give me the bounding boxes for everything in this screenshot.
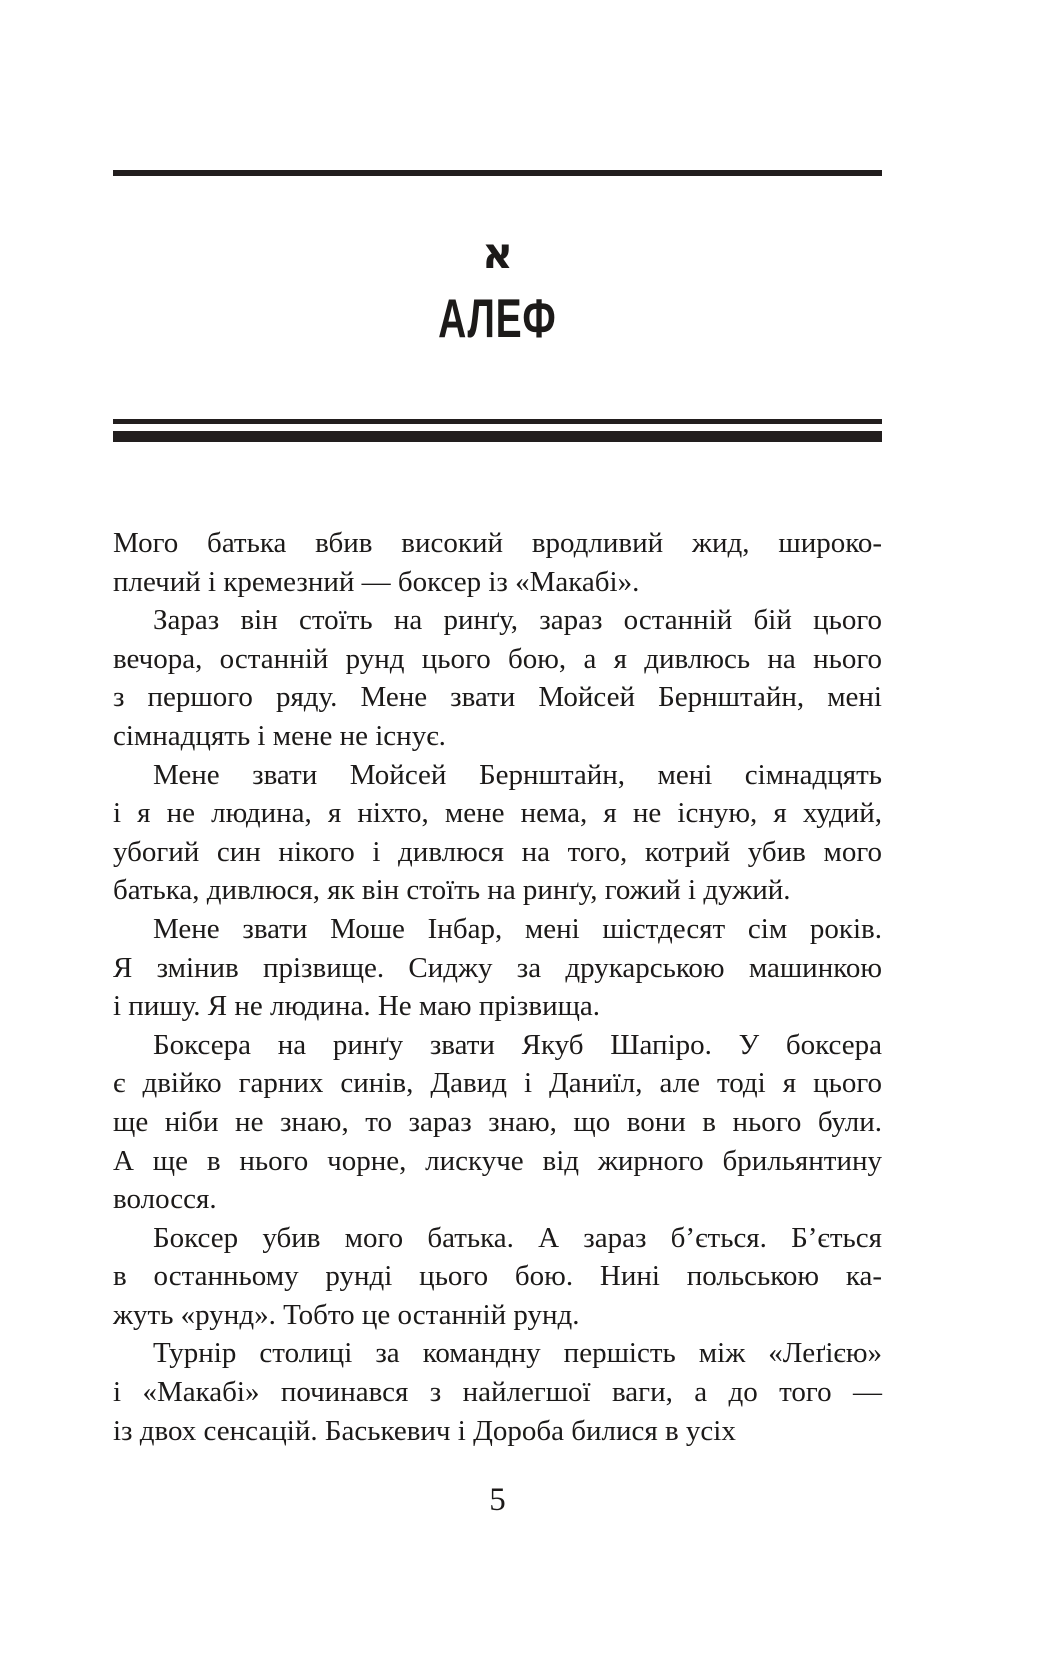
- header-double-rule-thin: [113, 419, 882, 424]
- paragraph: [113, 1026, 882, 1219]
- chapter-title-text: АЛЕФ: [438, 287, 557, 349]
- header-double-rule-thick: [113, 431, 882, 442]
- text-line: Мене звати Моше Інбар, мені шістдесят сім років.: [153, 912, 882, 945]
- text-line: і пишу. Я не людина. Не маю прізвища.: [113, 990, 601, 1023]
- aleph-glyph: א: [481, 229, 514, 279]
- text-line: Боксер убив мого батька. А зараз б’ється. Б’ється: [153, 1221, 882, 1254]
- text-line: убогий син нікого і дивлюся на того, котрий убив мого: [113, 835, 882, 868]
- text-line: і я не людина, я ніхто, мене нема, я не існую, я худий,: [113, 797, 882, 830]
- text-line: плечий і кремезний — боксер із «Макабі».: [113, 565, 640, 598]
- text-line: є двійко гарних синів, Давид і Даниїл, але тоді я цього: [113, 1067, 882, 1100]
- text-line: Зараз він стоїть на ринґу, зараз останній бій цього: [153, 604, 882, 637]
- paragraph: [113, 910, 882, 1026]
- paragraph: [113, 524, 882, 601]
- paragraph: [113, 756, 882, 910]
- page-number: 5: [489, 1482, 506, 1518]
- text-line: Турнір столиці за командну першість між «Леґією»: [153, 1337, 882, 1370]
- text-line: Я змінив прізвище. Сиджу за друкарською машинкою: [113, 951, 882, 984]
- text-line: в останньому рунді цього бою. Нині польською ка-: [113, 1260, 882, 1293]
- text-line: Мого батька вбив високий вродливий жид, широко-: [113, 527, 882, 559]
- text-line: Боксера на ринґу звати Якуб Шапіро. У боксера: [153, 1028, 882, 1061]
- text-line: волосся.: [113, 1183, 217, 1216]
- text-line: жуть «рунд». Тобто це останній рунд.: [113, 1298, 580, 1331]
- text-line: А ще в нього чорне, лискуче від жирного брильянтину: [113, 1144, 882, 1177]
- text-line: із двох сенсацій. Баськевич і Дороба билися в усіх: [113, 1414, 736, 1447]
- text-line: і «Макабі» починався з найлегшої ваги, а до того —: [113, 1376, 882, 1409]
- body-text: [113, 524, 882, 1450]
- text-line: батька, дивлюся, як він стоїть на ринґу, гожий і дужий.: [113, 874, 791, 907]
- text-line: ще ніби не знаю, то зараз знаю, що вони в нього були.: [113, 1105, 882, 1138]
- text-line: вечора, останній рунд цього бою, а я дивлюсь на нього: [113, 642, 882, 675]
- paragraph: [113, 1334, 882, 1450]
- chapter-title: [113, 287, 882, 349]
- text-line: Мене звати Мойсей Бернштайн, мені сімнадцять: [153, 758, 882, 791]
- text-line: сімнадцять і мене не існує.: [113, 719, 446, 752]
- paragraph: [113, 1219, 882, 1335]
- chapter-top-rule: [113, 170, 882, 176]
- text-line: з першого ряду. Мене звати Мойсей Бернштайн, мені: [113, 681, 882, 714]
- paragraph: [113, 601, 882, 755]
